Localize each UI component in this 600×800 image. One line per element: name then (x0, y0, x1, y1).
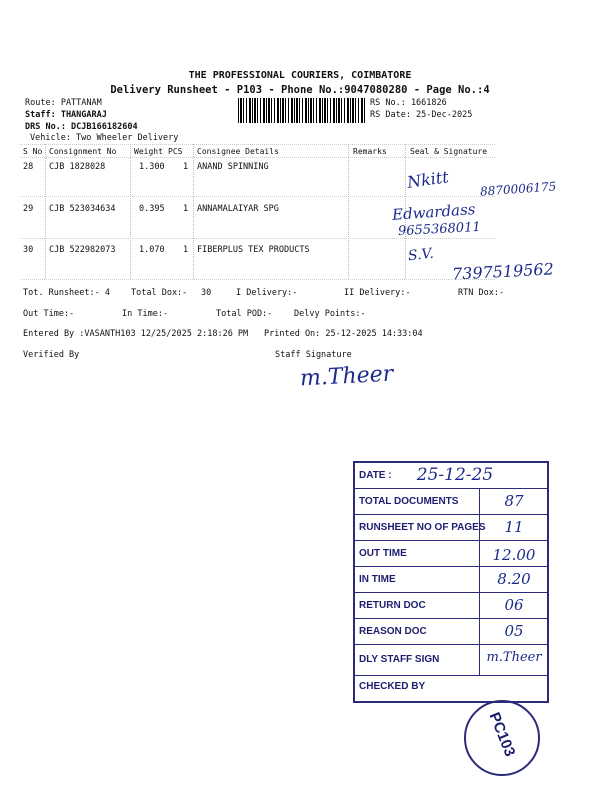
col-consignee: Consignee Details (197, 147, 279, 156)
stamp-value: 8.20 (497, 570, 531, 588)
stamp-date-label: DATE : (359, 470, 392, 481)
stamp-value: 05 (504, 622, 524, 640)
printed-on: Printed On: 25-12-2025 14:33:04 (264, 329, 423, 339)
pc103-circle-stamp (464, 700, 540, 776)
stamp-value: 06 (504, 596, 524, 614)
stamp-row (355, 592, 547, 619)
row-29-hand-phone: 9655368011 (397, 219, 482, 240)
col-pcs: PCS (168, 147, 183, 156)
row-30-hand-name: S.V. (407, 245, 435, 265)
row-28-consignment: CJB 1828028 (49, 162, 106, 172)
stamp-row (355, 488, 547, 515)
delvy-points: Delvy Points:- (294, 309, 366, 319)
col-sno: S No (23, 147, 43, 156)
stamp-date-row (355, 463, 547, 489)
stamp-row (355, 644, 547, 676)
i-delivery: I Delivery:- (236, 288, 298, 298)
stamp-label: OUT TIME (359, 548, 407, 559)
row-29-consignment: CJB 523034634 (49, 204, 116, 214)
runsheet-subtitle: Delivery Runsheet - P103 - Phone No.:9047080280 - Page No.:4 (110, 84, 490, 96)
drs-number: DRS No.: DCJB166182604 (25, 122, 138, 132)
row-28-pcs: 1 (183, 162, 189, 172)
row-30-weight: 1.070 (139, 245, 165, 255)
col-consignment: Consignment No (49, 147, 117, 156)
stamp-row (355, 514, 547, 541)
stamp-label: CHECKED BY (359, 681, 426, 692)
barcode (238, 98, 366, 123)
stamp-row (355, 618, 547, 645)
entered-by: Entered By :VASANTH103 12/25/2025 2:18:26 PM (23, 329, 249, 339)
row-29-hand-name: Edwardass (391, 200, 476, 224)
stamp-value: m.Theer (486, 650, 542, 665)
row-29-sno: 29 (23, 204, 34, 214)
row-28-hand-name: Nkitt (405, 167, 450, 192)
stamp-value: 12.00 (492, 546, 536, 564)
in-time: In Time:- (122, 309, 169, 319)
row-30-consignment: CJB 522982073 (49, 245, 116, 255)
stamp-label: DLY STAFF SIGN (359, 654, 440, 665)
col-seal: Seal & Signature (410, 147, 488, 156)
out-time: Out Time:- (23, 309, 75, 319)
staff-signature: m.Theer (299, 361, 394, 392)
stamp-label: REASON DOC (359, 626, 427, 637)
tot-runsheet: Tot. Runsheet:- 4 (23, 288, 110, 298)
company-title: THE PROFESSIONAL COURIERS, COIMBATORE (188, 70, 412, 81)
rs-number: RS No.: 1661826 (370, 98, 447, 108)
total-dox-label: Total Dox:- (131, 288, 188, 298)
col-remarks: Remarks (353, 147, 387, 156)
verified-by: Verified By (23, 350, 80, 360)
col-weight: Weight (134, 147, 163, 156)
stamp-label: RETURN DOC (359, 600, 426, 611)
stamp-value: 87 (504, 492, 524, 510)
staff-signature-label: Staff Signature (275, 350, 352, 360)
rs-date: RS Date: 25-Dec-2025 (370, 110, 473, 120)
stamp-row (355, 675, 547, 699)
row-29-consignee: ANNAMALAIYAR SPG (197, 204, 279, 214)
row-30-pcs: 1 (183, 245, 189, 255)
vehicle: Vehicle: Two Wheeler Delivery (30, 133, 179, 143)
route: Route: PATTANAM (25, 98, 102, 108)
stamp-date-value: 25-12-25 (416, 465, 494, 485)
stamp-value: 11 (504, 518, 524, 536)
row-30-consignee: FIBERPLUS TEX PRODUCTS (197, 245, 310, 255)
stamp-row (355, 566, 547, 593)
total-pod: Total POD:- (216, 309, 273, 319)
row-28-consignee: ANAND SPINNING (197, 162, 269, 172)
stamp-row (355, 540, 547, 567)
row-29-pcs: 1 (183, 204, 189, 214)
ii-delivery: II Delivery:- (344, 288, 411, 298)
row-30-hand-phone: 7397519562 (451, 259, 555, 284)
stamp-label: RUNSHEET NO OF PAGES (359, 522, 486, 533)
delivery-stamp (353, 461, 549, 703)
row-28-weight: 1.300 (139, 162, 165, 172)
stamp-label: TOTAL DOCUMENTS (359, 496, 459, 507)
stamp-label: IN TIME (359, 574, 396, 585)
rtn-dox: RTN Dox:- (458, 288, 505, 298)
row-28-sno: 28 (23, 162, 34, 172)
circle-stamp-text: PC103 (485, 710, 519, 759)
staff: Staff: THANGARAJ (25, 110, 107, 120)
row-29-weight: 0.395 (139, 204, 165, 214)
row-28-hand-phone: 8870006175 (479, 179, 557, 199)
total-dox-value: 30 (201, 288, 212, 298)
row-30-sno: 30 (23, 245, 34, 255)
